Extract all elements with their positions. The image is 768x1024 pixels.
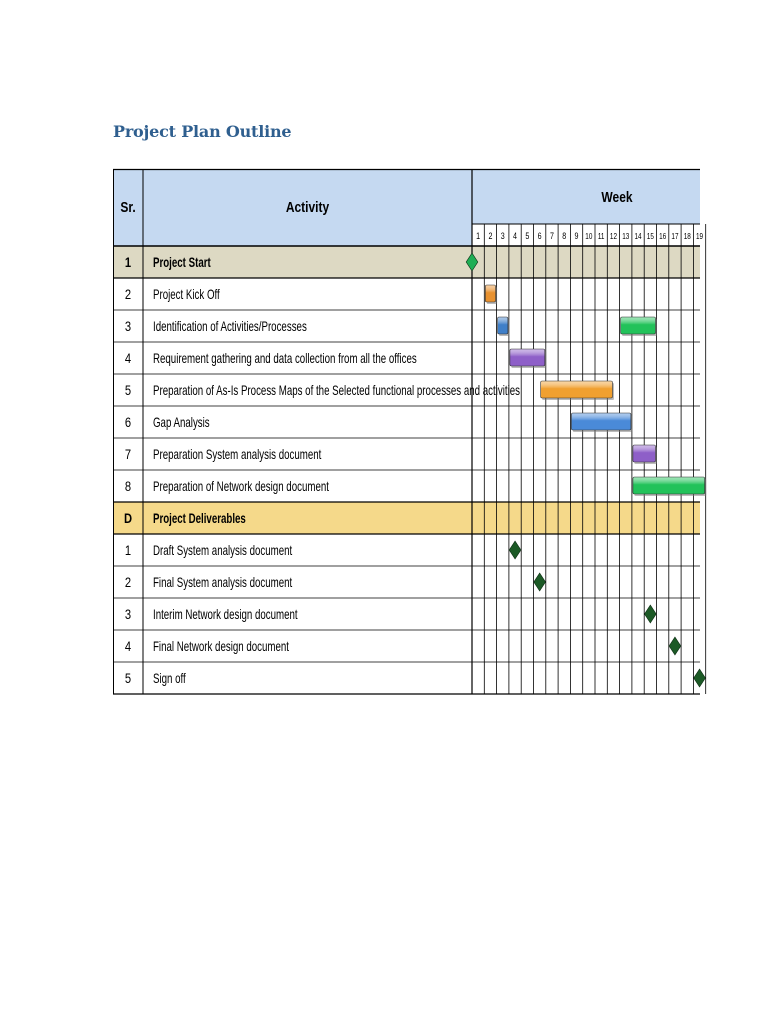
week-number: 8 (562, 229, 567, 242)
row-sr: 5 (124, 382, 132, 399)
milestone-diamond (509, 541, 521, 559)
week-number: 14 (634, 231, 642, 242)
row-activity: Identification of Activities/Processes (153, 319, 307, 335)
milestone-diamond (694, 669, 706, 687)
week-number: 15 (646, 231, 654, 242)
task-bar-highlight (633, 445, 656, 462)
row-activity: Project Kick Off (153, 287, 220, 303)
row-sr: 2 (124, 286, 132, 303)
row-sr: 6 (124, 414, 132, 431)
task-bar-highlight (541, 381, 613, 398)
row-sr: 7 (124, 446, 132, 463)
row-sr: 1 (124, 542, 132, 559)
row-sr: 8 (124, 478, 132, 495)
row-activity: Gap Analysis (153, 415, 210, 431)
milestone-diamond (669, 637, 681, 655)
row-activity: Preparation of As-Is Process Maps of the Selected functional processes and activities (153, 383, 520, 399)
milestone-diamond (534, 573, 546, 591)
week-number: 3 (500, 229, 505, 242)
row-activity: Final Network design document (153, 639, 290, 655)
task-bar-highlight (510, 349, 545, 366)
week-number: 2 (488, 229, 493, 242)
row-activity: Interim Network design document (153, 607, 298, 623)
row-sr: 4 (124, 638, 132, 655)
week-number: 7 (549, 229, 554, 242)
row-activity: Project Deliverables (153, 511, 246, 527)
row-activity: Preparation System analysis document (153, 447, 322, 463)
page-title: Project Plan Outline (113, 122, 292, 141)
row-activity: Sign off (153, 671, 186, 687)
sr-column-header: Sr. (120, 198, 136, 216)
task-bar-highlight (633, 477, 705, 494)
row-sr: D (123, 510, 133, 527)
task-bar-highlight (498, 317, 508, 334)
week-number: 5 (525, 229, 530, 242)
row-activity: Final System analysis document (153, 575, 293, 591)
week-number: 9 (574, 229, 579, 242)
week-number: 19 (696, 231, 704, 242)
row-sr: 4 (124, 350, 132, 367)
row-sr: 2 (124, 574, 132, 591)
activity-column-header: Activity (285, 198, 330, 216)
week-number: 13 (622, 231, 630, 242)
row-sr: 1 (124, 254, 132, 271)
week-number: 17 (671, 231, 679, 242)
row-activity: Draft System analysis document (153, 543, 293, 559)
row-sr: 3 (124, 318, 132, 335)
week-header: Week (601, 188, 633, 206)
week-number: 11 (597, 231, 605, 242)
row-activity: Requirement gathering and data collection from all the offices (153, 351, 417, 367)
week-number: 10 (585, 231, 593, 242)
milestone-diamond (645, 605, 657, 623)
week-number: 12 (609, 231, 617, 242)
gantt-svg (113, 169, 704, 695)
week-number: 18 (683, 231, 691, 242)
task-bar-highlight (571, 413, 631, 430)
week-number: 6 (537, 229, 542, 242)
row-sr: 5 (124, 670, 132, 687)
week-number: 1 (476, 229, 481, 242)
week-number: 16 (659, 231, 667, 242)
task-bar-highlight (621, 317, 656, 334)
row-activity: Preparation of Network design document (153, 479, 329, 495)
task-bar-highlight (485, 285, 495, 302)
row-sr: 3 (124, 606, 132, 623)
gantt-chart (113, 169, 704, 695)
week-number: 4 (513, 229, 518, 242)
row-activity: Project Start (153, 255, 211, 271)
